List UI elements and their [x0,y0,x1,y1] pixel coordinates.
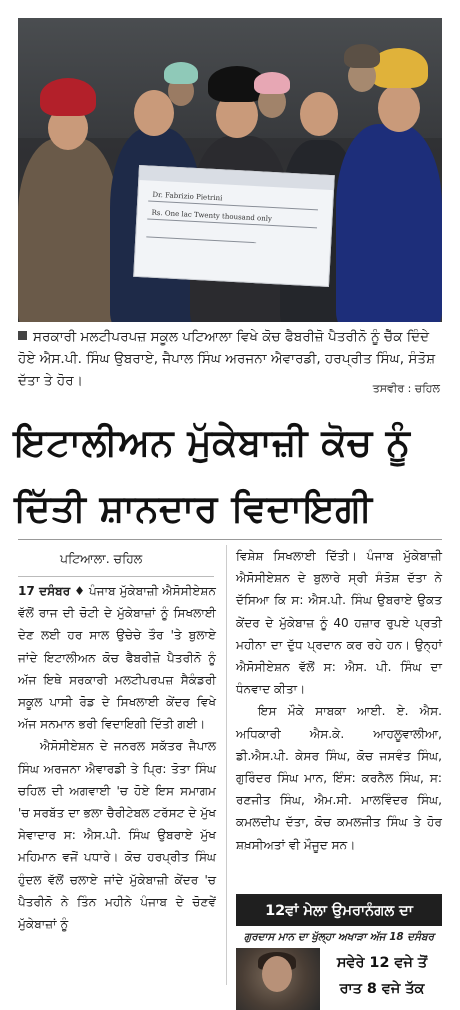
article-paragraph-text: ਐਸੋਸੀਏਸ਼ਨ ਦੇ ਜਨਰਲ ਸਕੱਤਰ ਜੈਪਾਲ ਸਿੰਘ ਅਰਜਨਾ ਐਵਾਰਡੀ ਤੇ ਪ੍ਰਿ: ਤੋਤਾ ਸਿੰਘ ਚਹਿਲ ਦੀ ਅਗਵਾਈ 'ਚ ਹੋਏ ਇਸ ਸਮਾਗਮ 'ਚ ਸਰਬੱਤ ਦਾ ਭਲਾ ਚੈਰੀਟੇਬਲ ਟਰੱਸਟ ਦੇ ਮੁੱਖ ਸੇਵਾਦਾਰ ਸ: ਐਸ.ਪੀ. ਸਿੰਘ ਉਬਰਾਏ ਮੁੱਖ ਮਹਿਮਾਨ ਵਜੋਂ ਪਧਾਰੇ। ਕੋਚ ਹਰਪ੍ਰੀਤ ਸਿੰਘ ਹੁੰਦਲ ਵੱਲੋਂ ਚਲਾਏ ਜਾਂਦੇ ਮੁੱਕੇਬਾਜ਼ੀ ਕੇਂਦਰ 'ਚ ਪੈਤਰੀਨੋ ਨੇ ਤਿੰਨ ਮਹੀਨੇ ਪੰਜਾਬ ਦੇ ਚੋਣਵੇਂ ਮੁੱਕੇਬਾਜ਼ਾਂ ਨੂੰ [18,739,216,932]
cheque-amount: Rs. One lac Twenty thousand only [151,208,273,223]
person-coach-head [134,90,174,136]
ad-time-end: ਰਾਤ 8 ਵਜੇ ਤੱਕ [339,981,425,997]
article-paragraph [18,735,216,935]
cheque-payee: Dr. Fabrizio Pietrini [152,190,223,203]
event-advertisement [236,894,442,1010]
column-divider [226,545,227,985]
ad-photo-face [262,956,292,992]
person-right-head [378,84,420,132]
headline-line-2: ਦਿੱਤੀ ਸ਼ਾਨਦਾਰ ਵਿਦਾਇਗੀ [14,487,373,530]
person-back-1-turban [164,62,198,84]
person-back-2-turban [254,72,290,94]
person-right-mid-head [300,92,338,136]
headline-line-1: ਇਟਾਲੀਅਨ ਮੁੱਕੇਬਾਜ਼ੀ ਕੋਚ ਨੂੰ [14,421,411,464]
person-left-turban [40,78,96,116]
dateline-rule [18,576,214,577]
dateline: ਪਟਿਆਲਾ. ਚਹਿਲ [60,551,143,566]
article-date: 17 ਦਸੰਬਰ [18,584,71,598]
article-paragraph-text: ਇਸ ਮੌਕੇ ਸਾਬਕਾ ਆਈ. ਏ. ਐਸ. ਅਧਿਕਾਰੀ ਐਸ.ਕੇ. ਆਹਲੂਵਾਲੀਆ, ਡੀ.ਐਸ.ਪੀ. ਕੇਸਰ ਸਿੰਘ, ਕੋਚ ਜਸਵੰਤ ਸਿੰਘ, ਗੁਰਿੰਦਰ ਸਿੰਘ ਮਾਨ, ਇੰਸ: ਕਰਨੈਲ ਸਿੰਘ, ਸ: ਰਣਜੀਤ ਸਿੰਘ, ਐਮ.ਸੀ. ਮਾਲਵਿੰਦਰ ਸਿੰਘ, ਕਮਲਦੀਪ ਦੱਤਾ, ਕੋਚ ਕਮਲਜੀਤ ਸਿੰਘ ਤੇ ਹੋਰ ਸ਼ਖ਼ਸੀਅਤਾਂ ਵੀ ਮੌਜੂਦ ਸਨ। [236,704,442,852]
article-column-left [18,580,216,935]
ad-title: 12ਵਾਂ ਮੇਲਾ ਉਮਰਾਨੰਗਲ ਦਾ [236,896,442,926]
article-paragraph [236,545,442,700]
caption-bullet [18,331,27,340]
article-column-right [236,545,442,856]
ad-time-start: ਸਵੇਰੇ 12 ਵਜੇ ਤੋਂ [336,955,428,971]
cheque [133,165,335,287]
article-paragraph [236,700,442,855]
person-left [18,138,118,322]
headline-rule [18,539,442,540]
photo-credit: ਤਸਵੀਰ : ਚਹਿਲ [372,382,440,395]
article-paragraph-text: ਪੰਜਾਬ ਮੁੱਕੇਬਾਜ਼ੀ ਐਸੋਸੀਏਸ਼ਨ ਵੱਲੋਂ ਰਾਜ ਦੀ ਚੋਟੀ ਦੇ ਮੁੱਕੇਬਾਜ਼ਾਂ ਨੂੰ ਸਿਖਲਾਈ ਦੇਣ ਲਈ ਹਰ ਸਾਲ ਉਚੇਚੇ ਤੌਰ 'ਤੇ ਬੁਲਾਏ ਜਾਂਦੇ ਇਟਾਲੀਅਨ ਕੋਚ ਫੈਬਰੀਜ਼ੋ ਪੈਤਰੀਨੋ ਨੂੰ ਅੱਜ ਇਥੇ ਸਰਕਾਰੀ ਮਲਟੀਪਰਪਜ਼ ਸੈਕੰਡਰੀ ਸਕੂਲ ਪਾਸੀ ਰੋਡ ਦੇ ਸਿਖਲਾਈ ਕੇਂਦਰ ਵਿਖੇ ਅੱਜ ਸਨਮਾਨ ਭਰੀ ਵਿਦਾਇਗੀ ਦਿੱਤੀ ਗਈ। [18,584,216,732]
article-paragraph: 17 ਦਸੰਬਰ ♦ ਪੰਜਾਬ ਮੁੱਕੇਬਾਜ਼ੀ ਐਸੋਸੀਏਸ਼ਨ ਵੱਲੋਂ ਰਾਜ ਦੀ ਚੋਟੀ ਦੇ ਮੁੱਕੇਬਾਜ਼ਾਂ ਨੂੰ ਸਿਖਲਾਈ ਦੇਣ ਲਈ ਹਰ ਸਾਲ ਉਚੇਚੇ ਤੌਰ 'ਤੇ ਬੁਲਾਏ ਜਾਂਦੇ ਇਟਾਲੀਅਨ ਕੋਚ ਫੈਬਰੀਜ਼ੋ ਪੈਤਰੀਨੋ ਨੂੰ ਅੱਜ ਇਥੇ ਸਰਕਾਰੀ ਮਲਟੀਪਰਪਜ਼ ਸੈਕੰਡਰੀ ਸਕੂਲ ਪਾਸੀ ਰੋਡ ਦੇ ਸਿਖਲਾਈ ਕੇਂਦਰ ਵਿਖੇ ਅੱਜ ਸਨਮਾਨ ਭਰੀ ਵਿਦਾਇਗੀ ਦਿੱਤੀ ਗਈ। [18,584,216,732]
ad-time [322,950,442,1002]
article-paragraph-text: ਵਿਸ਼ੇਸ਼ ਸਿਖਲਾਈ ਦਿੱਤੀ। ਪੰਜਾਬ ਮੁੱਕੇਬਾਜ਼ੀ ਐਸੋਸੀਏਸ਼ਨ ਦੇ ਬੁਲਾਰੇ ਸ੍ਰੀ ਸੰਤੋਸ਼ ਦੱਤਾ ਨੇ ਦੱਸਿਆ ਕਿ ਸ: ਐਸ.ਪੀ. ਸਿੰਘ ਉਬਰਾਏ ਉਕਤ ਕੇਂਦਰ ਦੇ ਮੁੱਕੇਬਾਜ਼ ਨੂੰ 40 ਹਜ਼ਾਰ ਰੁਪਏ ਪ੍ਰਤੀ ਮਹੀਨਾ ਦਾ ਦੁੱਧ ਪ੍ਰਦਾਨ ਕਰ ਰਹੇ ਹਨ। ਉਨ੍ਹਾਂ ਐਸੋਸੀਏਸ਼ਨ ਵੱਲੋਂ ਸ: ਐਸ. ਪੀ. ਸਿੰਘ ਦਾ ਧੰਨਵਾਦ ਕੀਤਾ। [236,549,442,697]
news-photo [18,18,442,322]
ad-singer-photo [236,948,320,1010]
caption-text: ਸਰਕਾਰੀ ਮਲਟੀਪਰਪਜ਼ ਸਕੂਲ ਪਟਿਆਲਾ ਵਿਖੇ ਕੋਚ ਫੈਬਰੀਜ਼ੋ ਪੈਤਰੀਨੋ ਨੂੰ ਚੈੱਕ ਦਿੰਦੇ ਹੋਏ ਐਸ.ਪੀ. ਸਿੰਘ ਉਬਰਾਏ, ਜੈਪਾਲ ਸਿੰਘ ਅਰਜਨਾ ਐਵਾਰਡੀ, ਹਰਪ੍ਰੀਤ ਸਿੰਘ, ਸੰਤੋਸ਼ ਦੱਤਾ ਤੇ ਹੋਰ। [18,329,436,389]
headline [14,410,446,542]
person-back-3-turban [344,44,380,68]
person-right [336,124,442,322]
ad-subtitle: ਗੁਰਦਾਸ ਮਾਨ ਦਾ ਖੁੱਲ੍ਹਾ ਅਖਾੜਾ ਅੱਜ 18 ਦਸੰਬਰ [236,926,442,948]
cheque-line [146,236,256,243]
